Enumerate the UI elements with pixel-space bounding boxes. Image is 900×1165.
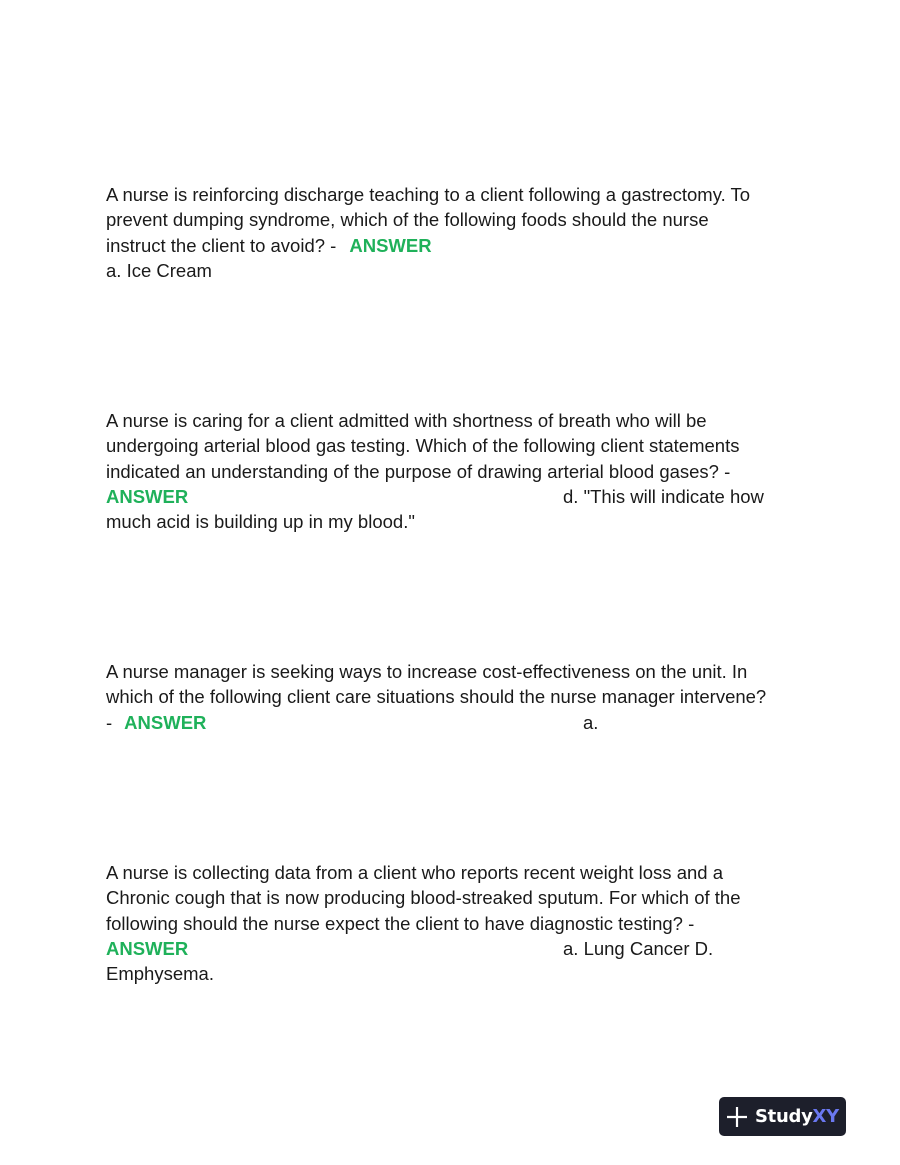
question-block-1	[106, 182, 796, 283]
question-text-line: Chronic cough that is now producing blood-streaked sputum. For which of the	[106, 887, 741, 909]
question-text-line: A nurse manager is seeking ways to increase cost-effectiveness on the unit. In	[106, 661, 748, 682]
answer-text-line: a. Ice Cream	[106, 259, 212, 281]
question-text-line: undergoing arterial blood gas testing. Which of the following client statements	[106, 435, 740, 457]
question-text-line: following should the nurse expect the client to have diagnostic testing? -	[106, 912, 695, 934]
question-text-line: A nurse is reinforcing discharge teaching to a client following a gastrectomy. To	[106, 184, 751, 205]
answer-line	[106, 710, 796, 735]
answer-line	[106, 484, 796, 509]
answer-text-line: much acid is building up in my blood."	[106, 511, 415, 533]
question-text-line	[106, 233, 796, 258]
question-block-4	[106, 860, 796, 986]
question-block-3	[106, 659, 796, 735]
question-text-line: prevent dumping syndrome, which of the following foods should the nurse	[106, 209, 709, 231]
plus-icon	[726, 1106, 748, 1128]
answer-label: ANSWER	[349, 234, 432, 256]
logo-wordmark	[755, 1106, 839, 1127]
answer-text: d. "This will indicate how	[563, 485, 764, 507]
question-text-fragment: -	[106, 711, 113, 733]
question-text-line: which of the following client care situations should the nurse manager intervene?	[106, 686, 767, 708]
answer-text-line: Emphysema.	[106, 963, 214, 985]
studyxy-logo[interactable]	[719, 1097, 846, 1136]
answer-text: a.	[583, 711, 599, 733]
answer-label: ANSWER	[124, 711, 207, 733]
question-text-line: A nurse is collecting data from a client who reports recent weight loss and a	[106, 862, 723, 883]
question-text-line: indicated an understanding of the purpose of drawing arterial blood gases? -	[106, 460, 731, 482]
logo-text-primary: Study	[755, 1106, 813, 1127]
logo-text-accent: XY	[812, 1106, 839, 1127]
question-text-line: A nurse is caring for a client admitted with shortness of breath who will be	[106, 410, 707, 431]
answer-text: a. Lung Cancer D.	[563, 937, 714, 959]
answer-line	[106, 936, 796, 961]
answer-label: ANSWER	[106, 937, 189, 959]
question-text-fragment: instruct the client to avoid? -	[106, 234, 337, 256]
question-block-2	[106, 408, 796, 534]
answer-label: ANSWER	[106, 485, 189, 507]
